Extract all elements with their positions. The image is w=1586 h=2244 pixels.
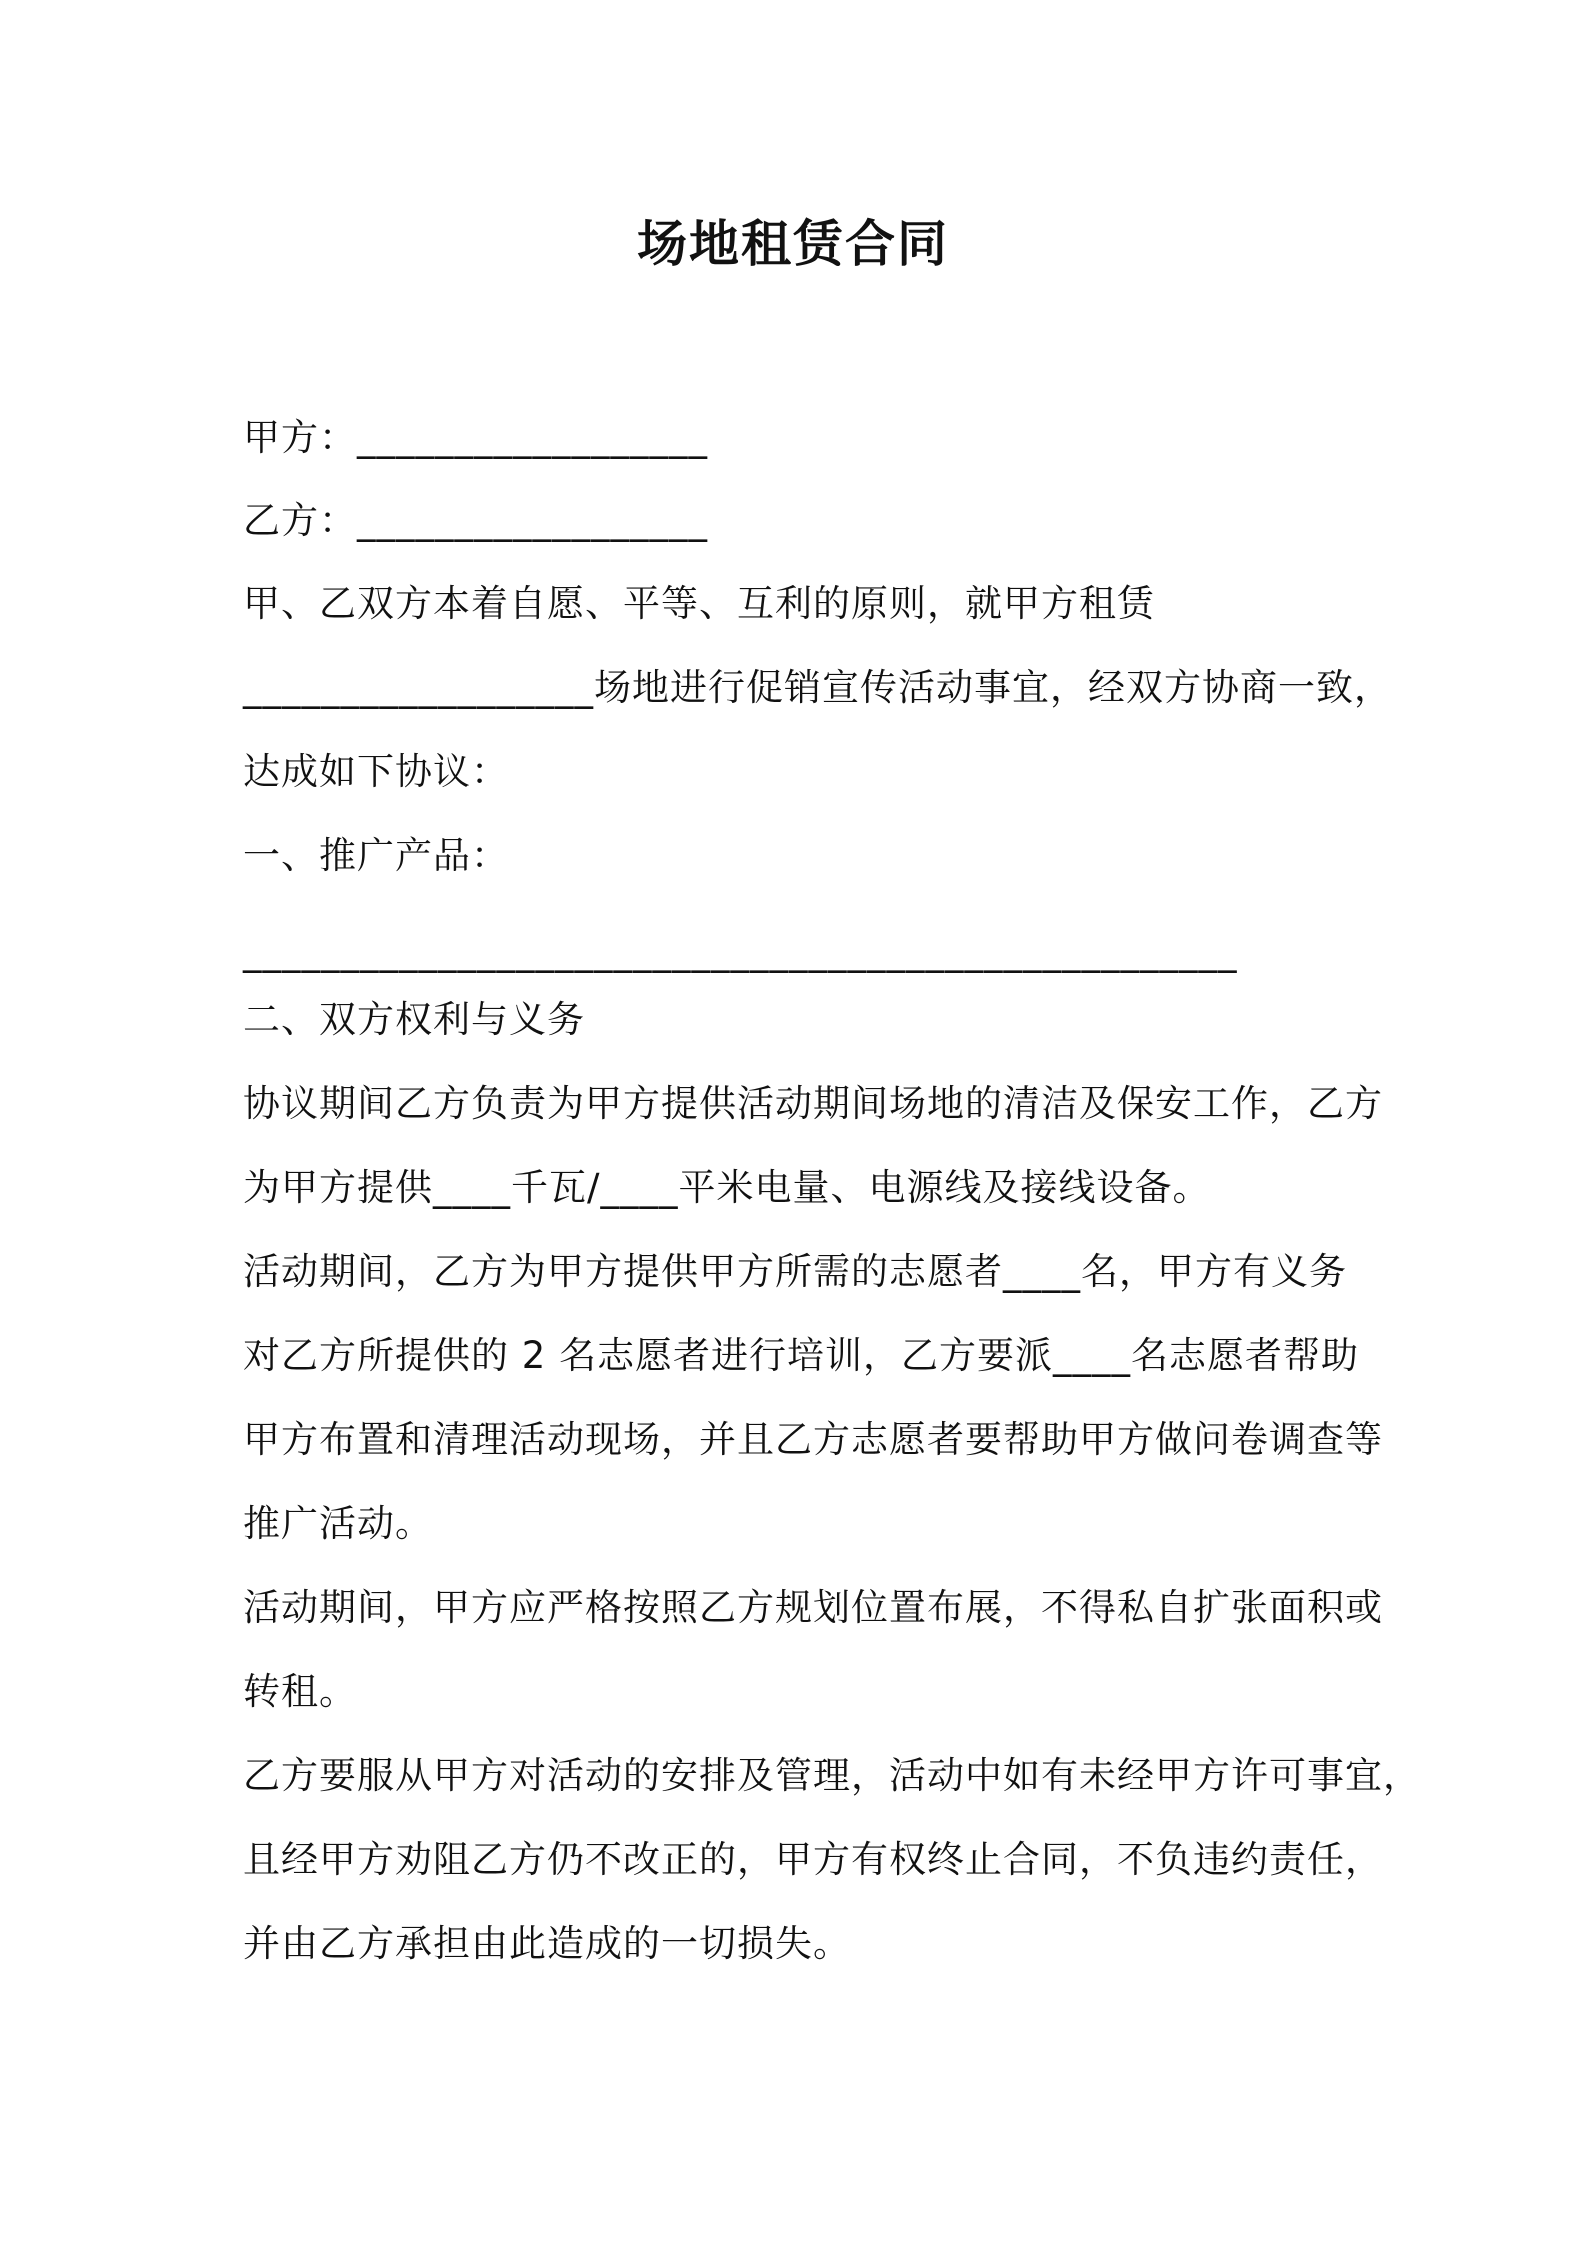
clause-2-line-2: 对乙方所提供的 2 名志愿者进行培训，乙方要派____名志愿者帮助: [243, 1334, 1360, 1377]
clause-4-line-1: 乙方要服从甲方对活动的安排及管理，活动中如有未经甲方许可事宜，: [243, 1754, 1421, 1797]
party-b-line: 乙方：__________________: [243, 499, 708, 542]
clause-3-line-2: 转租。: [243, 1670, 357, 1713]
product-blank-line: ___________________________________________________: [243, 930, 1238, 973]
clause-1-line-1: 协议期间乙方负责为甲方提供活动期间场地的清洁及保安工作，乙方: [243, 1082, 1383, 1125]
preamble-line-1: 甲、乙双方本着自愿、平等、互利的原则，就甲方租赁: [243, 582, 1155, 625]
preamble-line-3: 达成如下协议：: [243, 750, 509, 793]
clause-3-line-1: 活动期间，甲方应严格按照乙方规划位置布展，不得私自扩张面积或: [243, 1586, 1383, 1629]
clause-4-line-3: 并由乙方承担由此造成的一切损失。: [243, 1922, 851, 1965]
clause-2-line-4: 推广活动。: [243, 1502, 433, 1545]
clause-2-line-1: 活动期间，乙方为甲方提供甲方所需的志愿者____名，甲方有义务: [243, 1250, 1347, 1293]
clause-2-line-3: 甲方布置和清理活动现场，并且乙方志愿者要帮助甲方做问卷调查等: [243, 1418, 1383, 1461]
section-2-heading: 二、双方权利与义务: [243, 998, 585, 1041]
clause-1-line-2: 为甲方提供____千瓦/____平米电量、电源线及接线设备。: [243, 1166, 1211, 1209]
clause-4-line-2: 且经甲方劝阻乙方仍不改正的，甲方有权终止合同，不负违约责任，: [243, 1838, 1383, 1881]
document-title: 场地租赁合同: [637, 215, 949, 273]
preamble-line-2: __________________场地进行促销宣传活动事宜，经双方协商一致，: [243, 666, 1392, 709]
section-1-heading: 一、推广产品：: [243, 834, 509, 877]
party-a-line: 甲方：__________________: [243, 416, 708, 459]
